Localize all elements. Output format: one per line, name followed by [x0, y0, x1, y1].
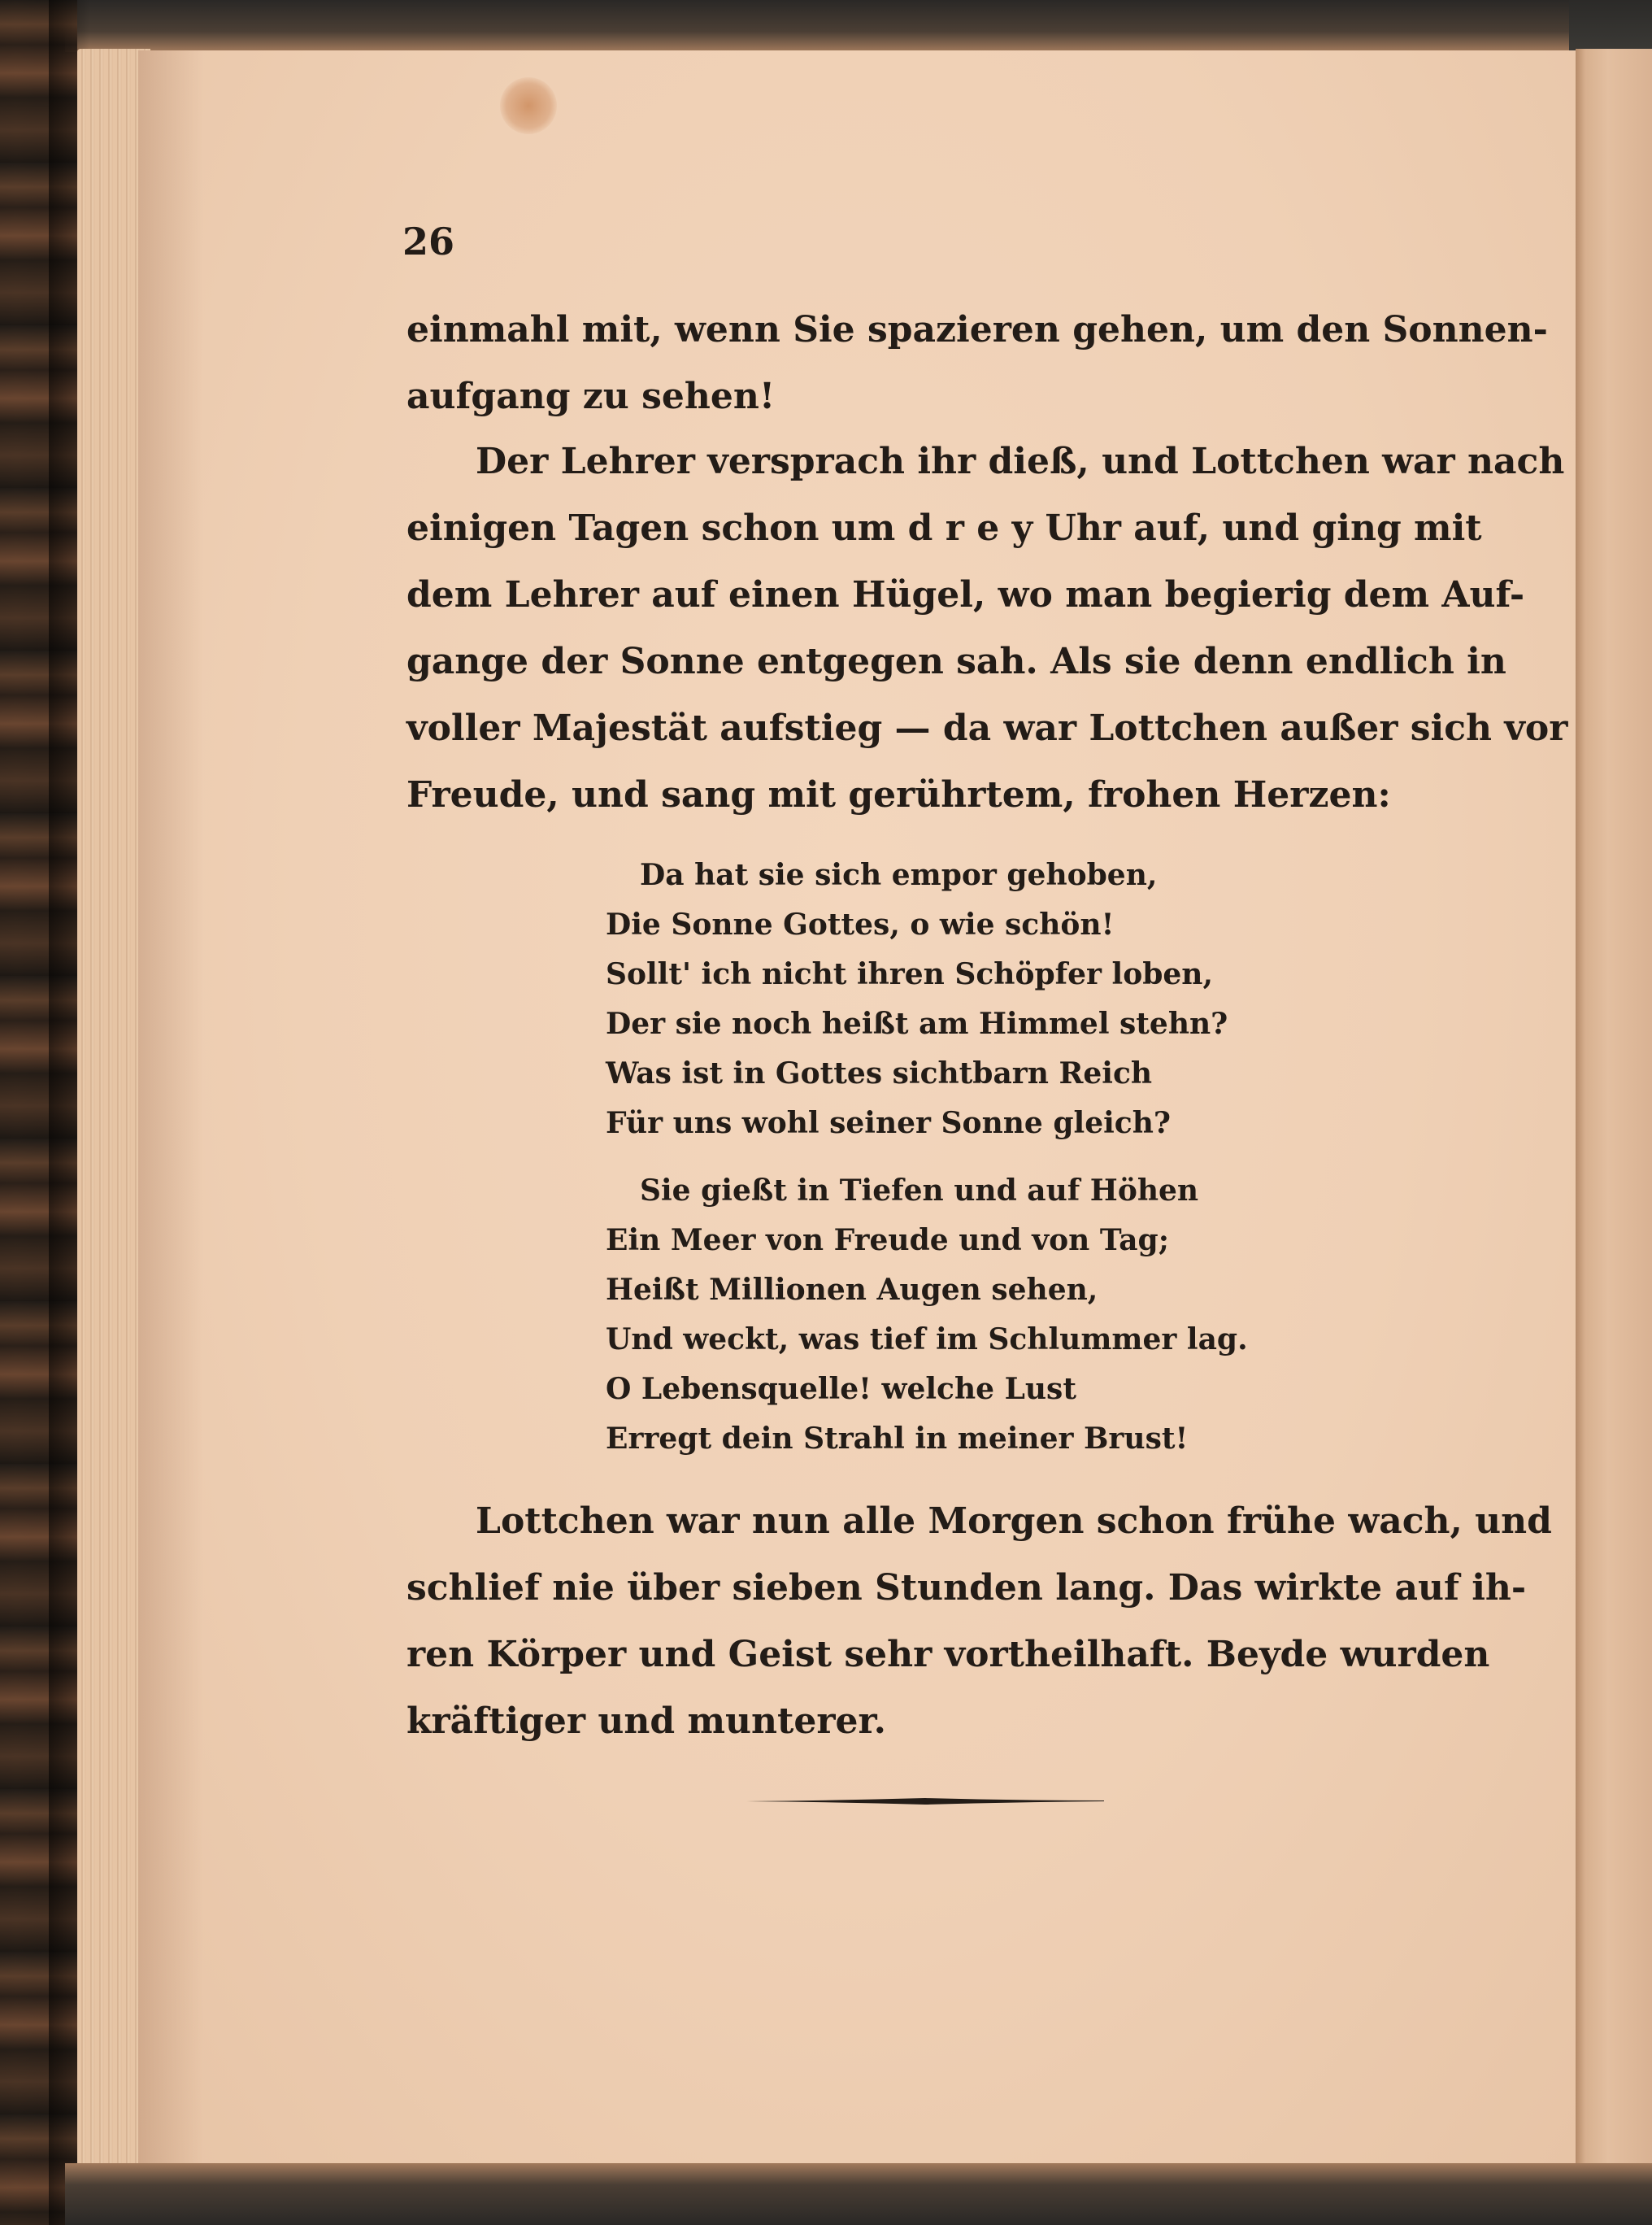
verse-line: Der sie noch heißt am Himmel stehn?	[606, 1007, 1228, 1041]
page-number: 26	[402, 220, 455, 263]
page-stain	[500, 77, 557, 134]
verse-line: Heißt Millionen Augen sehen,	[606, 1273, 1098, 1307]
text-line: Freude, und sang mit gerührtem, frohen Herzen:	[406, 774, 1391, 816]
verse-line: Sollt' ich nicht ihren Schöpfer loben,	[606, 957, 1214, 991]
poem-stanza-2	[606, 1166, 1248, 1464]
bottom-edge-shadow	[65, 2163, 1652, 2225]
verse-line: Die Sonne Gottes, o wie schön!	[606, 908, 1115, 942]
facing-page-edge	[1576, 49, 1652, 2163]
paragraph-1	[406, 297, 1548, 430]
verse-line: Für uns wohl seiner Sonne gleich?	[606, 1106, 1171, 1140]
verse-line: Ein Meer von Freude und von Tag;	[606, 1223, 1170, 1257]
verse-line: Erregt dein Strahl in meiner Brust!	[606, 1422, 1189, 1456]
text-line: Der Lehrer versprach ihr dieß, und Lottchen war nach	[476, 441, 1565, 482]
text-line: einmahl mit, wenn Sie spazieren gehen, um den Sonnen-	[406, 309, 1548, 351]
closing-rule	[746, 1796, 1104, 1805]
text-line: gange der Sonne entgegen sah. Als sie denn endlich in	[406, 641, 1506, 682]
text-line: schlief nie über sieben Stunden lang. Das wirkte auf ih-	[406, 1567, 1527, 1609]
verse-line: Da hat sie sich empor gehoben,	[640, 858, 1158, 892]
verse-line: Und weckt, was tief im Schlummer lag.	[606, 1322, 1248, 1356]
paragraph-3	[406, 1488, 1552, 1755]
text-line: aufgang zu sehen!	[406, 376, 776, 417]
text-line: dem Lehrer auf einen Hügel, wo man begierig dem Auf-	[406, 574, 1525, 616]
poem-stanza-1	[606, 851, 1228, 1148]
text-line: voller Majestät aufstieg — da war Lottchen außer sich vor	[406, 708, 1568, 749]
page-gutter-shadow	[138, 50, 203, 2165]
verse-line: Was ist in Gottes sichtbarn Reich	[606, 1056, 1153, 1091]
text-line: einigen Tagen schon um d r e y Uhr auf, und ging mit	[406, 507, 1482, 549]
paragraph-2	[406, 429, 1568, 829]
text-line: kräftiger und munterer.	[406, 1700, 886, 1742]
verse-line: Sie gießt in Tiefen und auf Höhen	[640, 1173, 1199, 1208]
text-line: Lottchen war nun alle Morgen schon frühe wach, und	[476, 1500, 1552, 1542]
verse-line: O Lebensquelle! welche Lust	[606, 1372, 1076, 1406]
top-edge-shadow	[65, 0, 1577, 52]
text-line: ren Körper und Geist sehr vortheilhaft. Beyde wurden	[406, 1634, 1490, 1675]
